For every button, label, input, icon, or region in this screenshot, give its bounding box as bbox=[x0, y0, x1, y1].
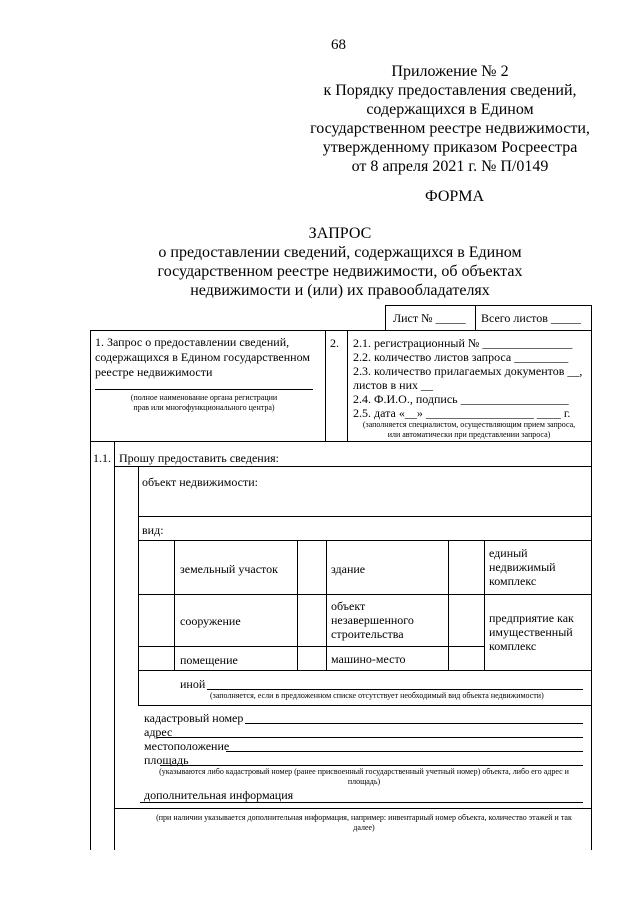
ident-note-line: площадь) bbox=[347, 777, 381, 786]
table-rule bbox=[114, 808, 592, 809]
ident-note bbox=[140, 767, 588, 787]
table-rule bbox=[591, 305, 592, 330]
table-rule bbox=[160, 765, 583, 766]
sheet-number: Лист № _____ bbox=[393, 311, 466, 325]
section1-line: 1. Запрос о предоставлении сведений, bbox=[95, 335, 290, 349]
table-rule bbox=[157, 737, 583, 738]
section2-note-line: или автоматически при представлении запроса) bbox=[387, 430, 551, 439]
object-label: объект недвижимости: bbox=[142, 475, 258, 489]
section11-number: 1.1. bbox=[93, 451, 111, 465]
cadastral-label: кадастровый номер bbox=[144, 711, 244, 725]
appendix-line: государственном реестре недвижимости, bbox=[310, 120, 590, 137]
option-unfinished bbox=[331, 599, 414, 641]
appendix-line: утвержденному приказом Росреестра bbox=[322, 139, 578, 156]
option-line: незавершенного bbox=[331, 613, 414, 627]
option-line: недвижимый bbox=[489, 560, 556, 574]
section2-item: 2.2. количество листов запроса _________ bbox=[353, 350, 569, 364]
title-line: ЗАПРОС bbox=[308, 225, 372, 242]
section11-heading: Прошу предоставить сведения: bbox=[119, 451, 279, 465]
additional-note-line: далее) bbox=[353, 823, 375, 832]
table-rule bbox=[138, 516, 592, 517]
additional-label: дополнительная информация bbox=[144, 788, 294, 802]
title-line: недвижимости и (или) их правообладателях bbox=[190, 282, 490, 299]
option-line: объект bbox=[331, 599, 366, 613]
table-rule bbox=[138, 670, 592, 671]
option-line: строительства bbox=[331, 627, 404, 641]
table-rule bbox=[385, 305, 592, 306]
option-premises: помещение bbox=[180, 653, 238, 667]
ident-note-line: (указываются либо кадастровый номер (ранее присвоенный государственный учетный номер) объекта, либо его адрес и bbox=[159, 767, 569, 776]
table-rule bbox=[325, 330, 326, 441]
appendix-line: от 8 апреля 2021 г. № П/0149 bbox=[351, 158, 549, 175]
section1-line: содержащихся в Едином государственном bbox=[95, 350, 310, 364]
table-rule bbox=[475, 305, 476, 330]
option-parking: машино-место bbox=[331, 652, 406, 666]
table-rule bbox=[347, 330, 348, 441]
table-rule bbox=[326, 540, 327, 670]
section1-line: реестре недвижимости bbox=[95, 365, 213, 379]
table-rule bbox=[245, 723, 583, 724]
form-label: ФОРМА bbox=[425, 188, 485, 205]
table-rule bbox=[484, 540, 485, 670]
section1-note-line: (полное наименование органа регистрации bbox=[130, 393, 278, 402]
table-rule bbox=[138, 594, 592, 595]
option-line: предприятие как bbox=[489, 611, 574, 625]
table-rule bbox=[114, 441, 115, 850]
section2-number: 2. bbox=[330, 336, 339, 350]
table-rule bbox=[591, 330, 592, 850]
option-enterprise bbox=[489, 611, 574, 653]
option-structure: сооружение bbox=[180, 614, 241, 628]
kind-label: вид: bbox=[142, 523, 164, 537]
table-rule bbox=[138, 705, 592, 706]
option-unified-complex bbox=[489, 546, 556, 588]
option-land: земельный участок bbox=[180, 562, 278, 576]
table-rule bbox=[138, 646, 484, 647]
table-rule bbox=[138, 540, 592, 541]
section2-item: 2.5. дата «__» __________________ ____ г. bbox=[353, 406, 571, 420]
appendix-line: Приложение № 2 bbox=[391, 63, 509, 80]
section2-item: 2.3. количество прилагаемых документов __, bbox=[353, 364, 583, 378]
section1-note-line: прав или многофункционального центра) bbox=[133, 403, 275, 412]
other-note: (заполняется, если в предложенном списке отсутствует необходимый вид объекта недвижимости) bbox=[210, 691, 544, 700]
additional-note bbox=[140, 813, 588, 833]
table-rule bbox=[95, 389, 313, 390]
table-rule bbox=[90, 441, 592, 442]
section2-item: 2.4. Ф.И.О., подпись __________________ bbox=[353, 392, 569, 406]
additional-note-line: (при наличии указывается дополнительная информация, например: инвентарный номер объекта, количество этажей и так bbox=[156, 813, 572, 822]
section2-note bbox=[349, 420, 589, 440]
table-rule bbox=[226, 751, 583, 752]
option-line: комплекс bbox=[489, 574, 537, 588]
table-rule bbox=[207, 689, 583, 690]
table-rule bbox=[90, 330, 91, 850]
title-line: государственном реестре недвижимости, об объектах bbox=[157, 263, 523, 280]
option-line: имущественный bbox=[489, 625, 573, 639]
request-title bbox=[130, 224, 550, 300]
page-number: 68 bbox=[331, 37, 346, 53]
section2-item: листов в них __ bbox=[353, 378, 433, 392]
option-line: единый bbox=[489, 546, 528, 560]
table-rule bbox=[448, 540, 449, 670]
area-label: площадь bbox=[144, 753, 189, 767]
section1-note bbox=[95, 393, 313, 413]
table-rule bbox=[174, 540, 175, 670]
address-label: адрес bbox=[144, 725, 173, 739]
table-rule bbox=[297, 540, 298, 670]
section2-item: 2.1. регистрационный № _______________ bbox=[353, 336, 573, 350]
section1-text bbox=[95, 335, 310, 380]
section2-items bbox=[353, 336, 582, 420]
title-line: о предоставлении сведений, содержащихся в Едином bbox=[158, 244, 522, 261]
appendix-block bbox=[300, 62, 600, 176]
option-line: комплекс bbox=[489, 639, 537, 653]
appendix-line: к Порядку предоставления сведений, bbox=[323, 82, 577, 99]
table-rule bbox=[90, 330, 592, 331]
option-building: здание bbox=[331, 562, 366, 576]
section2-note-line: (заполняется специалистом, осуществляющим прием запроса, bbox=[362, 420, 576, 429]
appendix-line: содержащихся в Едином bbox=[366, 101, 534, 118]
other-label: иной bbox=[180, 677, 206, 691]
location-label: местоположение bbox=[144, 739, 230, 753]
total-sheets: Всего листов _____ bbox=[481, 311, 581, 325]
table-rule bbox=[114, 466, 592, 467]
table-rule bbox=[385, 305, 386, 330]
